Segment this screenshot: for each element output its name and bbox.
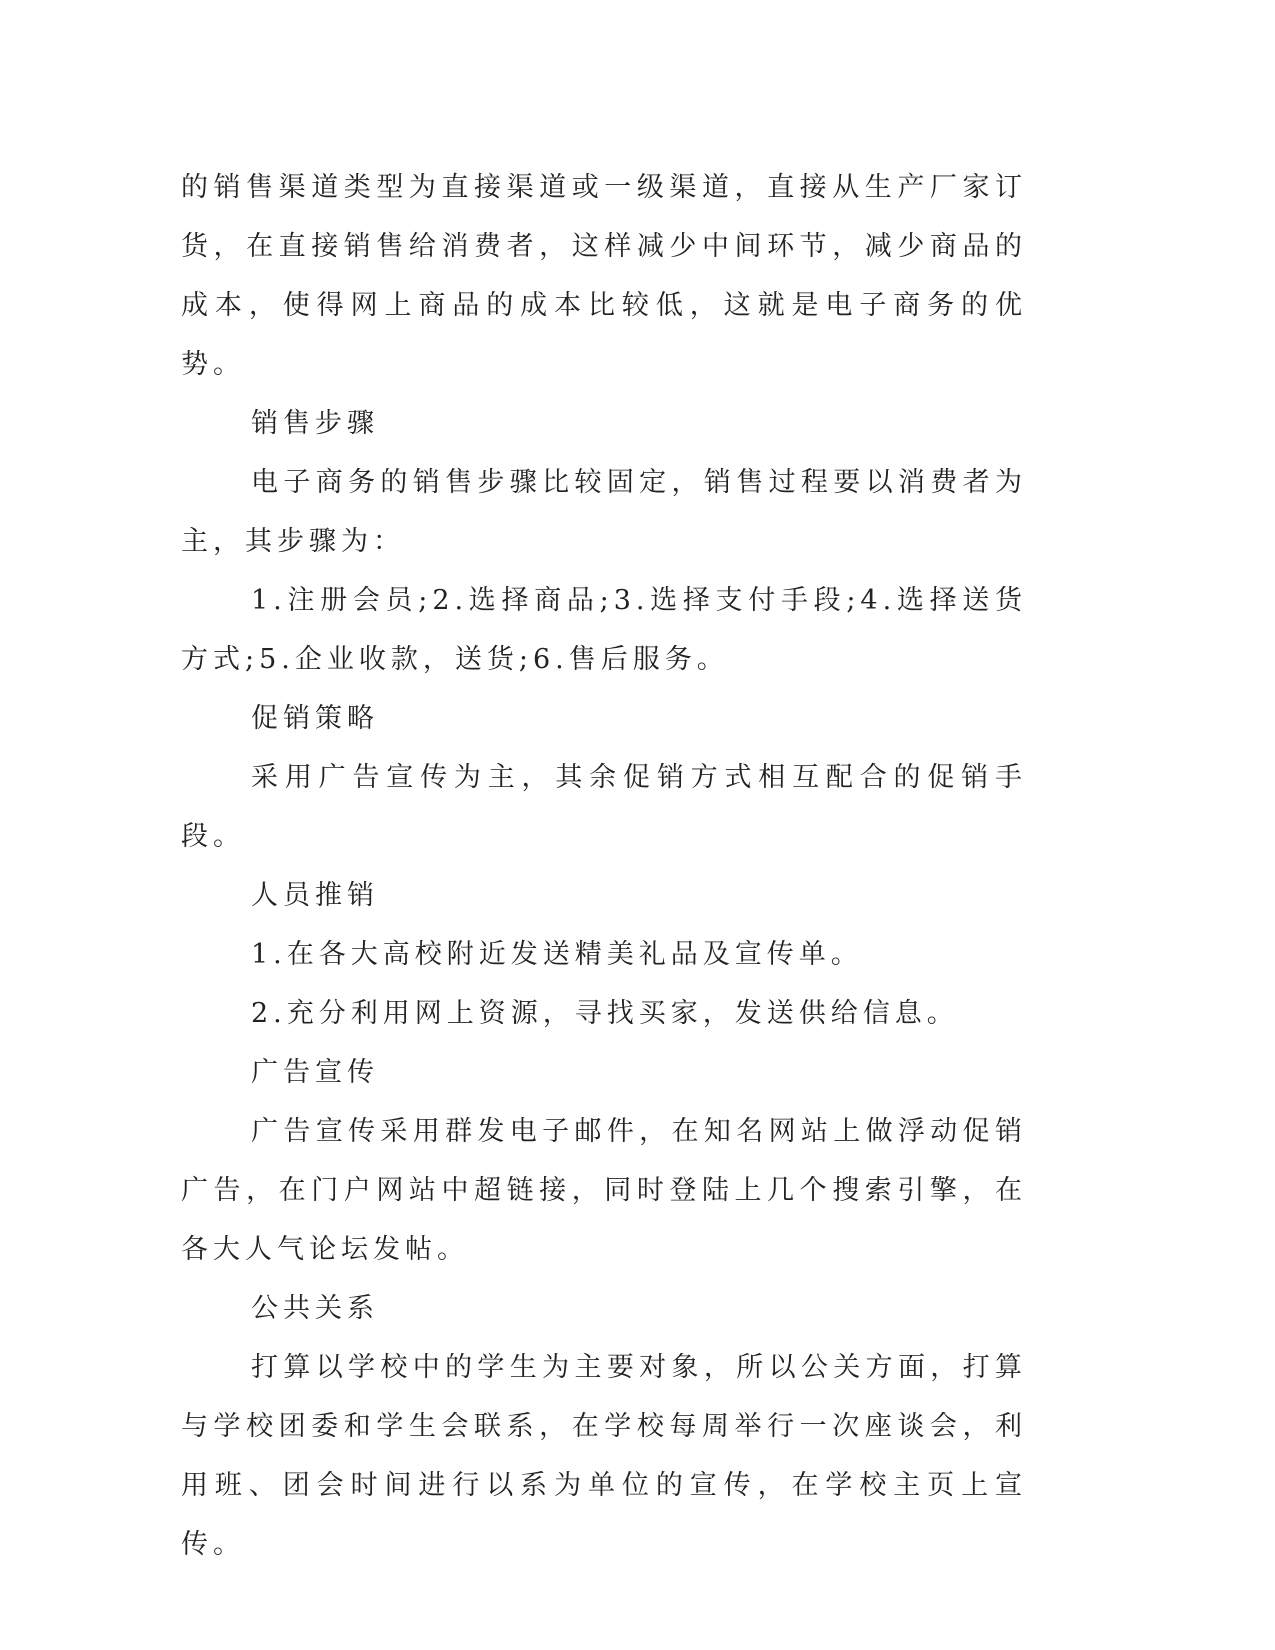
heading-sales-steps: 销售步骤 (251, 408, 379, 439)
heading-public-relations: 公共关系 (251, 1293, 379, 1324)
paragraph-advertising: 广告宣传采用群发电子邮件，在知名网站上做浮动促销广告，在门户网站中超链接，同时登陆上几个搜索引擎，在各大人气论坛发帖。 (181, 1116, 1027, 1265)
paragraph-personal-selling-2: 2.充分利用网上资源，寻找买家，发送供给信息。 (251, 998, 959, 1029)
heading-advertising: 广告宣传 (251, 1057, 379, 1088)
paragraph-public-relations: 打算以学校中的学生为主要对象，所以公关方面，打算与学校团委和学生会联系，在学校每周举行一次座谈会，利用班、团会时间进行以系为单位的宣传，在学校主页上宣传。 (181, 1352, 1027, 1560)
paragraph-promotion-strategy: 采用广告宣传为主，其余促销方式相互配合的促销手段。 (181, 762, 1027, 852)
document-body (181, 158, 1027, 1574)
paragraph-sales-steps-list: 1.注册会员;2.选择商品;3.选择支付手段;4.选择送货方式;5.企业收款，送货;6.售后服务。 (181, 585, 1027, 675)
heading-personal-selling: 人员推销 (251, 880, 379, 911)
paragraph-sales-channel: 的销售渠道类型为直接渠道或一级渠道，直接从生产厂家订货，在直接销售给消费者，这样减少中间环节，减少商品的成本，使得网上商品的成本比较低，这就是电子商务的优势。 (181, 172, 1027, 380)
paragraph-sales-steps-intro: 电子商务的销售步骤比较固定，销售过程要以消费者为主，其步骤为： (181, 467, 1027, 557)
heading-promotion-strategy: 促销策略 (251, 703, 379, 734)
paragraph-personal-selling-1: 1.在各大高校附近发送精美礼品及宣传单。 (251, 939, 863, 970)
